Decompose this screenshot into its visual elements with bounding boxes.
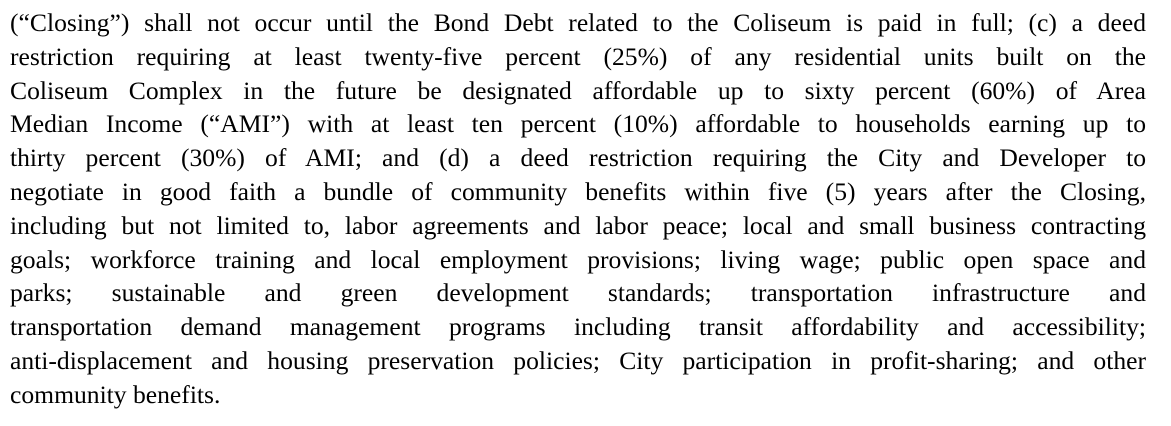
text-line-9: parks; sustainable and green development standards; transportation infrastructure and <box>10 278 1146 308</box>
text-line-10: transportation demand management programs including transit affordability and accessibility; <box>10 312 1146 342</box>
text-line-12: community benefits. <box>10 379 221 409</box>
text-line-8: goals; workforce training and local employment provisions; living wage; public open space and <box>10 244 1146 274</box>
text-line-2: restriction requiring at least twenty-five percent (25%) of any residential units built on the <box>10 41 1146 71</box>
text-line-1: (“Closing”) shall not occur until the Bond Debt related to the Coliseum is paid in full; (c) a deed <box>10 8 1146 37</box>
text-line-4: Median Income (“AMI”) with at least ten percent (10%) affordable to households earning up to <box>10 109 1146 139</box>
text-line-11: anti-displacement and housing preservation policies; City participation in profit-sharing; and other <box>10 345 1146 375</box>
text-line-5: thirty percent (30%) of AMI; and (d) a deed restriction requiring the City and Developer to <box>10 143 1146 173</box>
paragraph <box>10 6 1146 412</box>
text-line-3: Coliseum Complex in the future be designated affordable up to sixty percent (60%) of Area <box>10 75 1146 105</box>
text-line-7: including but not limited to, labor agreements and labor peace; local and small business contracting <box>10 210 1146 240</box>
text-line-6: negotiate in good faith a bundle of community benefits within five (5) years after the Closing, <box>10 176 1146 206</box>
document-page <box>10 0 1146 426</box>
